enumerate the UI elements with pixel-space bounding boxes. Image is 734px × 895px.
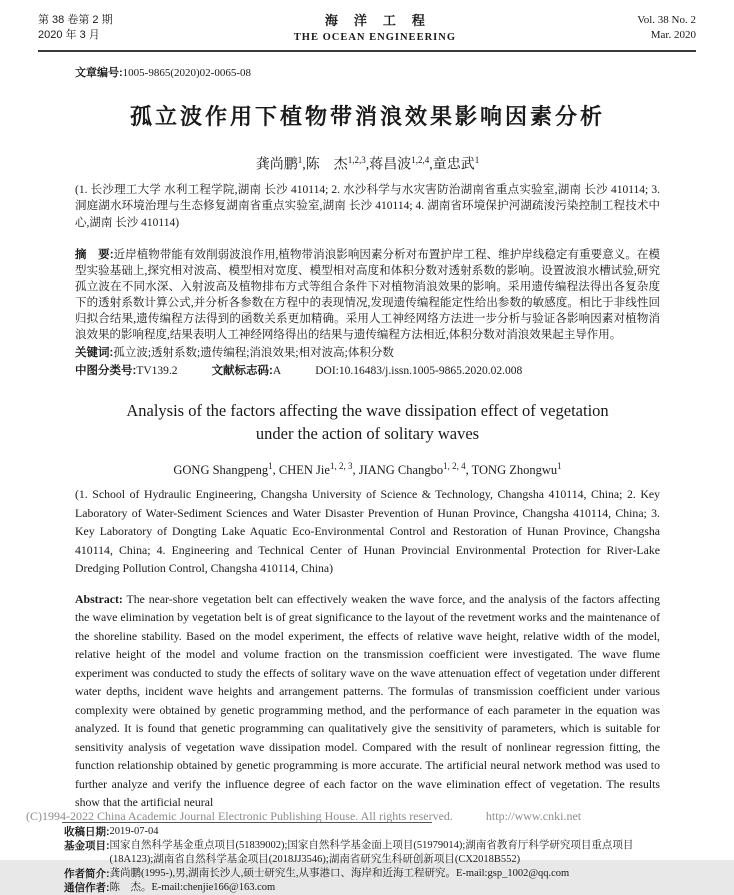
funding-value: 国家自然科学基金重点项目(51839002);国家自然科学基金面上项目(51979014);湖南省教育厅科学研究项目重点项目(18A123);湖南省自然科学基金项目(2018JJ3546);湖南省研究生科研创新项目(CX2018B552)	[109, 839, 634, 865]
author-affil-sup: 1,2,3	[347, 155, 366, 165]
author-affil-sup: 1	[557, 461, 562, 472]
title-cn: 孤立波作用下植物带消浪效果影响因素分析	[129, 104, 605, 129]
author-bio-label: 作者简介:	[64, 867, 110, 880]
corresponding-author-value: 陈 杰。E-mail:chenjie166@163.com	[109, 881, 276, 893]
journal-name-cn: 海洋工程	[324, 13, 441, 28]
issue-volume: 第 38 卷第 2 期	[38, 14, 113, 26]
abstract-label-en: Abstract:	[75, 591, 123, 606]
journal-name-block	[294, 13, 456, 45]
author-affil-sup: 1,2,4	[411, 155, 430, 165]
abstract-cn	[75, 247, 660, 343]
doi-label: DOI:	[315, 365, 339, 378]
author-bio-value: 龚尚鹏(1995-),男,湖南长沙人,硕士研究生,从事港口、海岸和近海工程研究。E-mail:gsp_1002@qq.com	[109, 867, 570, 879]
author-affil-sup: 1, 2, 3	[329, 461, 353, 472]
funding-label: 基金项目:	[64, 839, 110, 852]
author-affil-sup: 1, 2, 4	[443, 461, 466, 472]
author-cn: 龚尚鹏	[255, 157, 298, 173]
authors-cn	[75, 150, 660, 176]
copyright-line	[26, 809, 581, 824]
author-separator: ,	[272, 463, 279, 478]
author-separator: ,童忠武	[429, 157, 475, 173]
clc-label: 中图分类号:	[75, 365, 137, 378]
author-separator: ,蒋昌波	[365, 157, 412, 173]
title-en: Analysis of the factors affecting the wave dissipation effect of vegetation under the action of solitary waves	[126, 401, 609, 444]
keywords-text-cn: 孤立波;透射系数;遗传编程;消浪效果;相对波高;体积分数	[113, 347, 394, 360]
author-separator: ,	[352, 463, 359, 478]
classification-line	[75, 363, 660, 379]
affiliations-cn: (1. 长沙理工大学 水利工程学院,湖南 长沙 410114; 2. 水沙科学与水灾害防治湖南省重点实验室,湖南 长沙 410114; 3. 洞庭湖水环境治理与生态修复湖南省重点实验室,湖南 长沙 410114; 4. 湖南省环境保护河湖疏浚污染控制工程技术中心,湖南 长沙 410114)	[75, 183, 660, 229]
corresponding-author-row	[64, 881, 704, 895]
authors-en	[75, 457, 660, 479]
abstract-label-cn: 摘 要:	[75, 249, 114, 262]
author-separator: ,	[465, 463, 472, 478]
journal-header	[0, 0, 734, 45]
article-number-value: 1005-9865(2020)02-0065-08	[122, 67, 251, 79]
received-label: 收稿日期:	[64, 825, 110, 838]
funding-row	[64, 839, 704, 867]
article-number-line	[75, 64, 660, 80]
author-affil-sup: 1	[297, 155, 303, 165]
footnotes	[64, 825, 704, 895]
author-en: CHEN Jie	[278, 463, 330, 478]
doc-code-label: 文献标志码:	[211, 365, 273, 378]
clc-value: TV139.2	[136, 365, 178, 378]
copyright-text: (C)1994-2022 China Academic Journal Electronic Publishing House. All rights reserved.	[26, 809, 453, 823]
volume-number: Vol. 38 No. 2	[637, 14, 696, 26]
abstract-text-en: The near-shore vegetation belt can effectively weaken the wave force, and the analysis of the factors affecting the wave elimination by vegetation belt is of great significance to the layout of the revetment works and the maintenance of the shoreline stability. Based on the model experiment, the effects of relative wave height, relative width of the model, relative height of the model and volume fraction on the transmission coefficient were investigated. The wave flume experiment was conducted to study the effects of solitary wave on the wave attenuation effect of vegetation under different water depths, incident wave heights and arrangement patterns. The formulas of transmission coefficient under various complexity were obtained by genetic programming method, and the performance of each parameter in the equation was analyzed. It is found that genetic programming can qualitatively give the sensitivity of parameters, which is suitable for sensitivity analysis of vegetation wave dissipation model. Compared with the result of nonlinear regression fitting, the function relationship obtained by genetic programming is more accurate. The artificial neural network method was used to further analyze and verify the influence degree of each factor on the wave elimination effect of vegetation. The results show that the artificial neural	[75, 591, 660, 810]
received-date-row	[64, 825, 704, 839]
author-affil-sup: 1	[268, 461, 273, 472]
author-bio-row	[64, 867, 704, 881]
author-en: JIANG Changbo	[358, 463, 444, 478]
doc-code-value: A	[272, 365, 282, 378]
keywords-cn	[75, 345, 660, 361]
issue-date-cn: 2020 年 3 月	[38, 29, 100, 41]
header-divider	[38, 50, 696, 52]
cnki-url: http://www.cnki.net	[485, 809, 582, 823]
author-cn: 陈 杰	[305, 157, 348, 173]
issue-info	[38, 13, 113, 43]
abstract-text-cn: 近岸植物带能有效削弱波浪作用,植物带消浪影响因素分析对布置护岸工程、维护岸线稳定有重要意义。在模型实验基础上,探究相对波高、模型相对宽度、模型相对高度和体积分数对透射系数的影响。设置波浪水槽试验,研究孤立波在不同水深、入射波高及植物排布方式等组合条件下对植物消浪效果的影响。采用遗传编程法得出各复杂度下的透射系数计算公式,并分析各参数在方程中的表现情况,发现遗传编程能定性给出参数的敏感度。相比于非线性回归拟合结果,遗传编程方法得到的函数关系更加精确。采用人工神经网络方法进一步分析与验证各影响因素对植物消浪效果的影响程度,结果表明人工神经网络得出的结果与遗传编程方法相近,体积分数对消浪效果起主导作用。	[75, 249, 660, 342]
corresponding-author-label: 通信作者:	[64, 881, 110, 894]
keywords-label-cn: 关键词:	[75, 347, 114, 360]
author-en: GONG Shangpeng	[173, 463, 269, 478]
article-number-label: 文章编号:	[75, 67, 123, 79]
author-affil-sup: 1	[474, 155, 480, 165]
issue-date-en: Mar. 2020	[650, 29, 696, 41]
volume-info	[637, 13, 696, 43]
received-value: 2019-07-04	[109, 825, 159, 837]
journal-name-en: THE OCEAN ENGINEERING	[293, 32, 456, 43]
author-separator: ,	[302, 157, 306, 173]
article-content	[0, 64, 734, 812]
doi-value: 10.16483/j.issn.1005-9865.2020.02.008	[338, 365, 523, 378]
affiliations-en: (1. School of Hydraulic Engineering, Changsha University of Science & Technology, Changsha 410114, China; 2. Key Laboratory of Water-Sediment Sciences and Water Disaster Prevention of Hunan Province, Changsha 410114, China; 3. Key Laboratory of Dongting Lake Aquatic Eco-Environmental Control and Restoration of Hunan Province, Changsha 410114, China; 4. Engineering and Technical Center of Hunan Provincial Environmental Protection for River-Lake Dredging Pollution Control, Changsha 410114, China)	[75, 487, 660, 576]
abstract-en	[75, 590, 660, 812]
author-en: TONG Zhongwu	[471, 463, 558, 478]
